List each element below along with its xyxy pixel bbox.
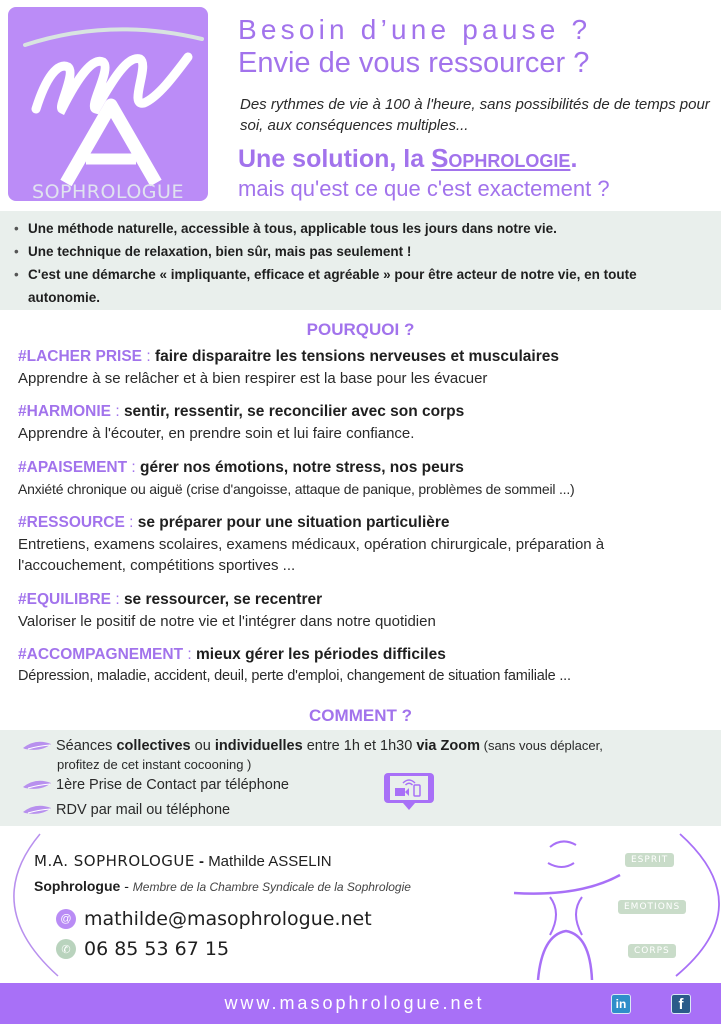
solution-headline — [238, 143, 577, 174]
headline-pause: Besoin d’une pause ? — [238, 14, 592, 45]
leaf-bullet-icon — [22, 779, 52, 791]
reason-sep: : — [111, 403, 124, 420]
comment-item-seances — [22, 738, 603, 754]
solution-prefix: Une solution, la — [238, 145, 432, 173]
benefits-list — [0, 211, 721, 309]
logo-wordmark: SOPHROLOGUE — [32, 181, 184, 201]
reason-desc: Entretiens, examens scolaires, examens médicaux, opération chirurgicale, préparation à l'accouchement, compétitions sportives ... — [18, 536, 605, 574]
reason-lacher-prise — [18, 346, 718, 389]
solution-keyword: Sophrologie — [431, 143, 571, 173]
benefit-item: • Une technique de relaxation, bien sûr, mais pas seulement ! — [14, 240, 688, 263]
solution-suffix: . — [570, 145, 578, 173]
solution-question: mais qu'est ce que c'est exactement ? — [238, 176, 610, 201]
website-link[interactable]: www.masophrologue.net — [224, 993, 485, 1013]
reason-sep: : — [124, 514, 138, 531]
reason-sep: : — [111, 591, 124, 608]
brand-name: M.A. SOPHROLOGUE — [34, 852, 195, 870]
text: 1ère Prise de Contact par téléphone — [56, 777, 289, 793]
label-emotions: EMOTIONS — [618, 900, 686, 914]
footer-bar — [0, 983, 721, 1024]
text: Séances — [56, 738, 117, 754]
reason-head: faire disparaitre les tensions nerveuses et musculaires — [154, 348, 560, 365]
linkedin-icon[interactable]: in — [611, 994, 631, 1014]
reason-desc: Anxiété chronique ou aiguë (crise d'angoisse, attaque de panique, problèmes de sommeil ...) — [18, 481, 575, 497]
reason-tag: #APAISEMENT — [18, 459, 128, 476]
headline-ressourcer: Envie de vous ressourcer ? — [238, 47, 590, 79]
reason-accompagnement — [18, 644, 718, 687]
phone-icon: ✆ — [56, 939, 76, 959]
reason-sep: : — [183, 646, 196, 663]
reason-ressource — [18, 512, 718, 576]
reason-sep: : — [127, 459, 141, 476]
comment-item-contact — [22, 777, 289, 793]
benefit-item: • Une méthode naturelle, accessible à tous, applicable tous les jours dans notre vie. — [14, 217, 688, 240]
practitioner-name: Mathilde ASSELIN — [208, 853, 332, 870]
email-line — [56, 908, 372, 930]
leaf-bullet-icon — [22, 804, 52, 816]
benefit-item: • C'est une démarche « impliquante, efficace et agréable » pour être acteur de notre vie, en toute autonomie. — [14, 263, 688, 309]
reason-desc: Valoriser le positif de notre vie et l'intégrer dans notre quotidien — [18, 613, 436, 630]
reason-desc: Dépression, maladie, accident, deuil, perte d'emploi, changement de situation familiale ... — [18, 668, 571, 684]
reason-head: mieux gérer les périodes difficiles — [195, 646, 446, 663]
label-corps: CORPS — [628, 944, 676, 958]
comment-title: COMMENT ? — [309, 706, 412, 725]
reason-head: gérer nos émotions, notre stress, nos peurs — [140, 459, 464, 476]
contact-name-line — [34, 852, 332, 870]
text-bold: collectives — [116, 738, 191, 754]
reason-tag: #HARMONIE — [18, 403, 112, 420]
phone-number[interactable]: 06 85 53 67 15 — [84, 938, 230, 960]
reason-head: sentir, ressentir, se reconcilier avec son corps — [123, 403, 465, 420]
comment-item-rdv — [22, 802, 230, 818]
text-bold: individuelles — [214, 738, 303, 754]
text: RDV par mail ou téléphone — [56, 802, 231, 818]
reason-head: se ressourcer, se recentrer — [123, 591, 323, 608]
label-esprit: ESPRIT — [625, 853, 674, 867]
sophrology-figure-icon — [510, 835, 630, 980]
leaf-bullet-icon — [22, 740, 52, 752]
phone-line — [56, 938, 229, 960]
text-bold: via Zoom — [416, 738, 480, 754]
reason-harmonie — [18, 401, 718, 444]
dash: - — [120, 878, 133, 894]
comment-band — [0, 730, 721, 826]
logo — [8, 7, 208, 201]
reason-desc: Apprendre à l'écouter, en prendre soin et lui faire confiance. — [18, 425, 415, 442]
reason-head: se préparer pour une situation particulière — [137, 514, 450, 531]
reason-desc: Apprendre à se relâcher et à bien respirer est la base pour les évacuer — [18, 370, 488, 387]
pourquoi-title: POURQUOI ? — [306, 320, 415, 339]
role: Sophrologue — [34, 878, 121, 894]
reason-tag: #LACHER PRISE — [18, 348, 143, 365]
email-icon: @ — [56, 909, 76, 929]
text: ou — [190, 738, 215, 754]
reason-apaisement — [18, 457, 718, 500]
reason-tag: #ACCOMPAGNEMENT — [18, 646, 184, 663]
dash: - — [194, 853, 209, 870]
contact-role-line — [34, 878, 411, 894]
monogram-m-icon — [28, 37, 198, 117]
comment-item-seances-cont: profitez de cet instant cocooning ) — [57, 757, 252, 772]
benefits-band — [0, 211, 721, 310]
reason-tag: #RESSOURCE — [18, 514, 125, 531]
email-link[interactable]: mathilde@masophrologue.net — [84, 908, 372, 930]
text: entre 1h et 1h30 — [302, 738, 417, 754]
text: (sans vous déplacer, — [480, 738, 603, 753]
membership: Membre de la Chambre Syndicale de la Sophrologie — [132, 880, 411, 894]
video-call-tablet-icon — [383, 772, 435, 812]
reason-tag: #EQUILIBRE — [18, 591, 112, 608]
reason-sep: : — [142, 348, 155, 365]
intro-text: Des rythmes de vie à 100 à l'heure, sans possibilités de de temps pour soi, aux conséquences multiples... — [240, 96, 710, 134]
reason-equilibre — [18, 589, 718, 632]
facebook-icon[interactable]: f — [671, 994, 691, 1014]
